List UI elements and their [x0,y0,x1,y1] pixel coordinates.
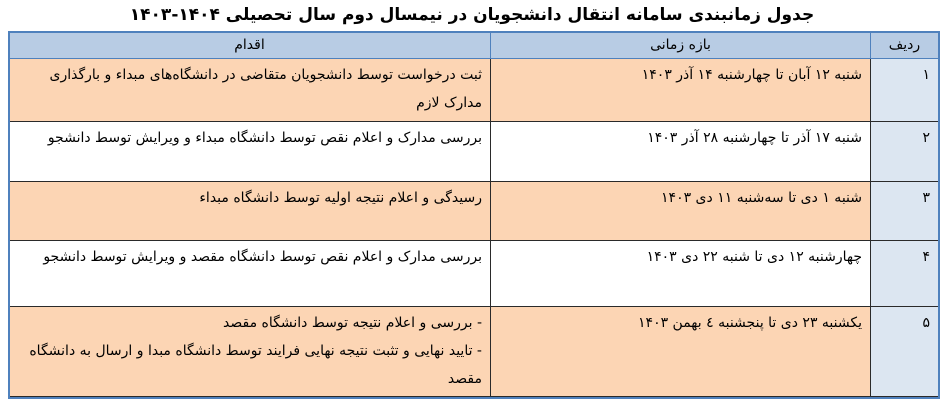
table-row [9,121,939,182]
table-row [9,182,939,241]
row-action [9,307,491,397]
row-number: ۲ [871,121,939,182]
row-action: رسیدگی و اعلام نتیجه اولیه توسط دانشگاه مبداء [9,182,491,241]
row-period: شنبه ۱۷ آذر تا چهارشنبه ۲۸ آذر ۱۴۰۳ [491,121,871,182]
row-period: چهارشنبه ۱۲ دی تا شنبه ۲۲ دی ۱۴۰۳ [491,240,871,307]
row-action: بررسی مدارک و اعلام نقص توسط دانشگاه مقصد و ویرایش توسط دانشجو [9,240,491,307]
page-title: جدول زمانبندی سامانه انتقال دانشجویان در نیمسال دوم سال تحصیلی ۱۴۰۴-۱۴۰۳ [129,5,815,25]
row-number: ۱ [871,59,939,122]
header-row-number: ردیف [871,32,939,59]
row-number: ۵ [871,307,939,397]
row-period: شنبه ۱ دی تا سه‌شنبه ۱۱ دی ۱۴۰۳ [491,182,871,241]
header-action: اقدام [9,32,491,59]
action-line: - بررسی و اعلام نتیجه توسط دانشگاه مقصد [223,315,482,332]
header-period: بازه زمانی [491,32,871,59]
table-row [9,240,939,307]
row-period: شنبه ۱۲ آبان تا چهارشنبه ۱۴ آذر ۱۴۰۳ [491,59,871,122]
row-action: ثبت درخواست توسط دانشجویان متقاضی در دانشگاه‌های مبداء و بارگذاری مدارک لازم [9,59,491,122]
row-number: ۴ [871,240,939,307]
row-period: یکشنبه ۲۳ دی تا پنجشنبه ٤ بهمن ۱۴۰۳ [491,307,871,397]
schedule-table [8,31,939,397]
table-header-row [9,32,939,59]
row-action: بررسی مدارک و اعلام نقص توسط دانشگاه مبداء و ویرایش توسط دانشجو [9,121,491,182]
row-number: ۳ [871,182,939,241]
table-row [9,307,939,397]
action-line: - تایید نهایی و تثبت نتیجه نهایی فرایند توسط دانشگاه مبدا و ارسال به دانشگاه مقصد [29,343,482,388]
table-row [9,59,939,122]
